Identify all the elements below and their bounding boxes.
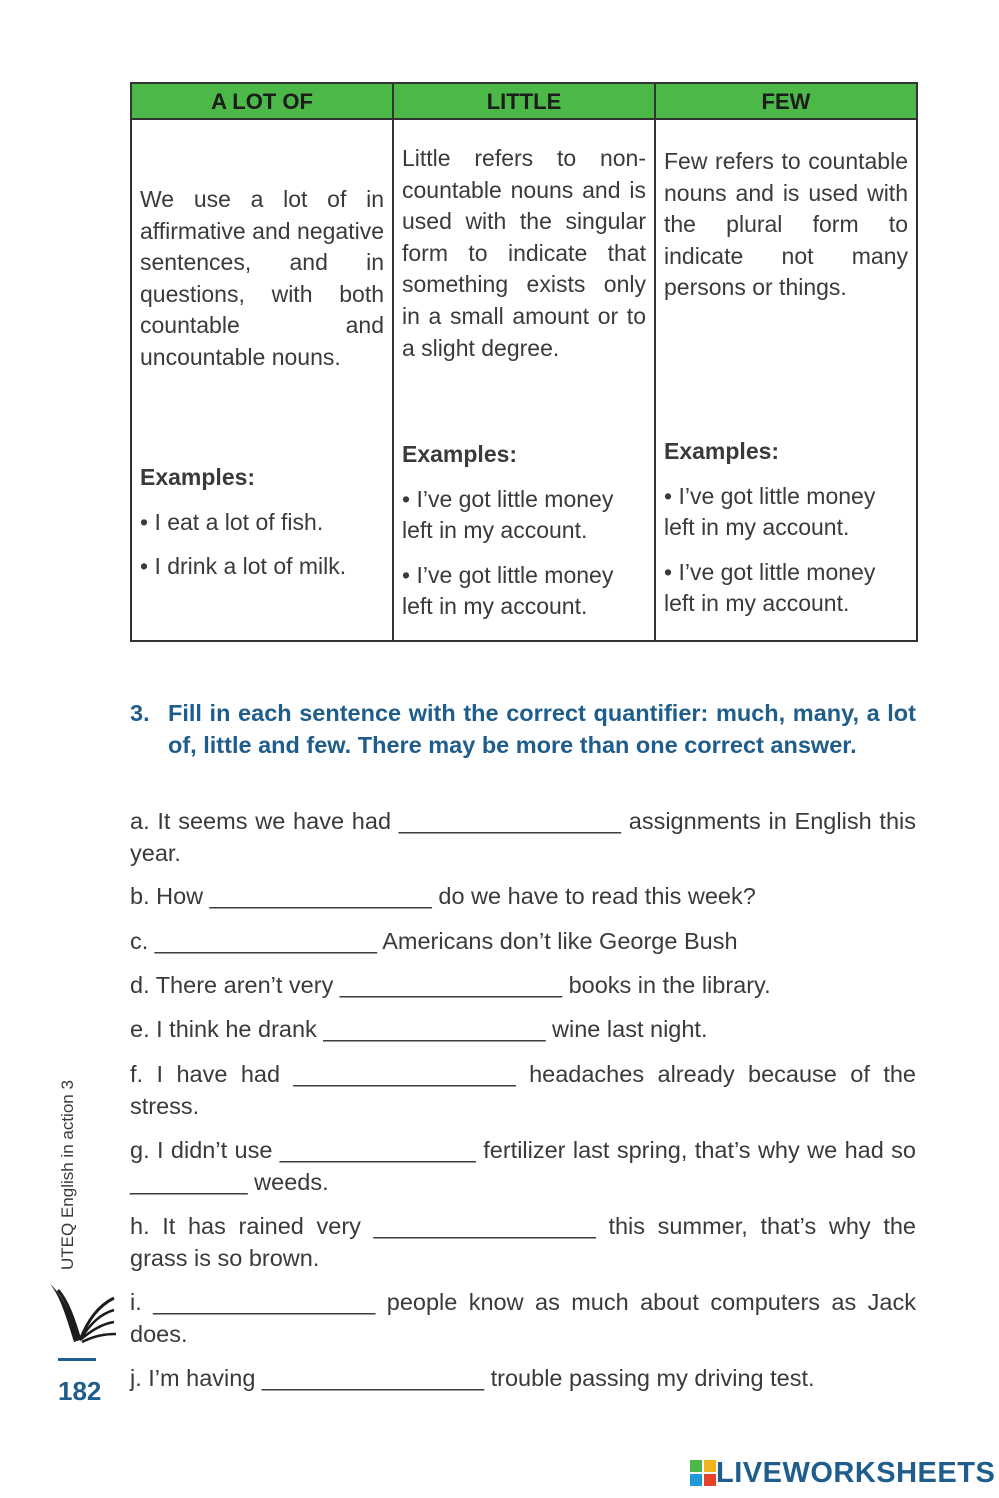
page-number: 182 (58, 1376, 102, 1406)
table-column-a-lot-of (132, 84, 394, 640)
exercise-item-j: j. I’m having _________________ trouble passing my driving test. (130, 1365, 815, 1391)
liveworksheets-logo-icon (690, 1460, 716, 1486)
example-item: • I’ve got little money left in my account. (402, 562, 614, 619)
exercise-item-a: a. It seems we have had _________________ assignments in English this year. (130, 808, 916, 866)
example-item: • I’ve got little money left in my account. (664, 483, 876, 540)
examples-label: Examples: (402, 441, 518, 467)
example-item: • I’ve got little money left in my account. (402, 486, 614, 543)
exercise-item-g: g. I didn’t use _______________ fertilizer last spring, that’s why we had so _________ weeds. (130, 1137, 916, 1195)
book-title: UTEQ English in action 3 (58, 1080, 77, 1270)
exercise-item-c: c. _________________ Americans don’t like George Bush (130, 928, 738, 954)
exercise-instruction-text: Fill in each sentence with the correct quantifier: much, many, a lot of, little and few. There may be more than one correct answer. (168, 700, 916, 758)
examples-label: Examples: (140, 464, 256, 490)
brand-name: LIVEWORKSHEETS (716, 1456, 996, 1489)
table-header: FEW (656, 84, 916, 120)
brand-logo (690, 1458, 995, 1488)
table-header: A LOT OF (132, 84, 392, 120)
table-column-few (656, 84, 916, 640)
table-column-little (394, 84, 656, 640)
table-header: LITTLE (394, 84, 654, 120)
exercise-item-f: f. I have had _________________ headaches already because of the stress. (130, 1061, 916, 1119)
exercise-instruction (130, 698, 916, 761)
example-item: • I eat a lot of fish. (140, 509, 324, 535)
exercise-item-e: e. I think he drank _________________ wine last night. (130, 1016, 708, 1042)
exercise-number: 3. (130, 700, 150, 726)
divider (58, 1358, 96, 1361)
open-book-icon (44, 1276, 118, 1348)
exercise-item-i: i. _________________ people know as much about computers as Jack does. (130, 1289, 916, 1347)
quantifier-table (130, 82, 918, 642)
cell-description: Little refers to non-countable nouns and is used with the singular form to indicate that something exists only in a small amount or to a slight degree. (402, 145, 646, 361)
exercise-item-d: d. There aren’t very _________________ books in the library. (130, 972, 771, 998)
example-item: • I’ve got little money left in my account. (664, 559, 876, 616)
cell-description: Few refers to countable nouns and is used with the plural form to indicate not many persons or things. (664, 148, 908, 301)
exercise-item-h: h. It has rained very _________________ this summer, that’s why the grass is so brown. (130, 1213, 916, 1271)
examples-label: Examples: (664, 438, 780, 464)
example-item: • I drink a lot of milk. (140, 553, 347, 579)
cell-description: We use a lot of in affirmative and negative sentences, and in questions, with both countable and uncountable nouns. (140, 186, 384, 370)
exercise-item-b: b. How _________________ do we have to read this week? (130, 883, 756, 909)
